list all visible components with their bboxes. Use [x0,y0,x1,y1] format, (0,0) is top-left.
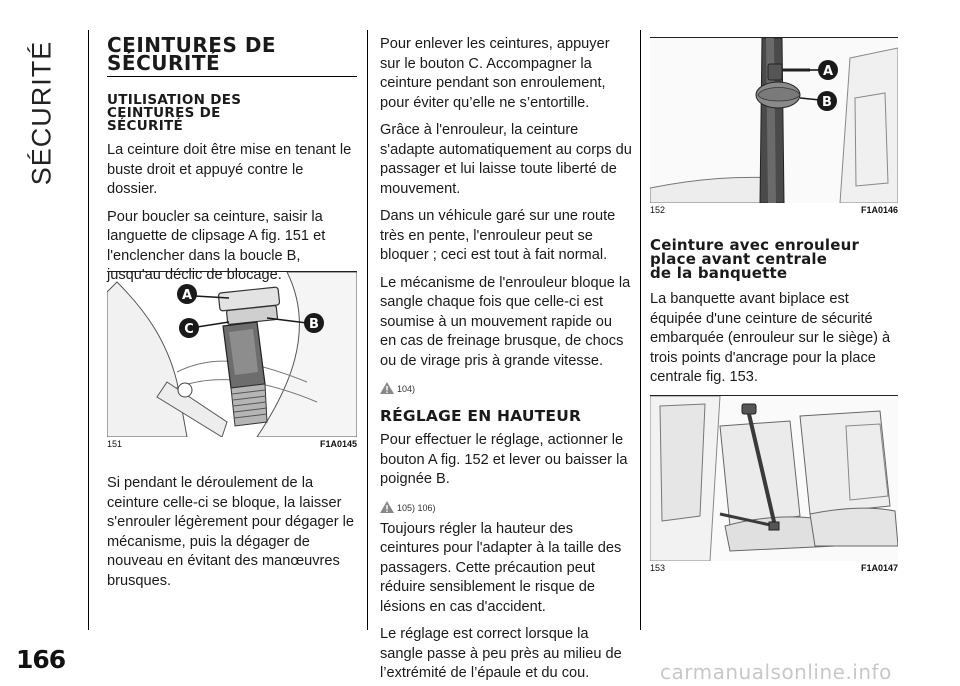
figure-number: 151 [107,439,123,449]
paragraph: La ceinture doit être mise en tenant le buste droit et appuyé contre le dossier. [107,142,352,197]
figure-code: F1A0147 [860,563,898,573]
paragraph: Grâce à l'enrouleur, la ceinture s'adapte automatiquement au corps du passager et lui laisse toute liberté de mouvement. [380,122,632,197]
figure-caption [107,437,357,451]
label-c: C [184,322,194,337]
section-heading: RÉGLAGE EN HAUTEUR [380,407,582,425]
paragraph: Le mécanisme de l'enrouleur bloque la sangle chaque fois que celle-ci est soumise à un mouvement rapide ou en cas de freinage brusque, de chocs ou de virage pris à grande vitesse. [380,274,631,369]
label-a: A [822,64,834,79]
label-a: A [181,288,193,303]
reference-note: 104) [397,384,416,394]
figure-152 [650,37,898,217]
figure-153 [650,395,898,575]
paragraph: Dans un véhicule garé sur une route très en pente, l'enrouleur peut se bloquer ; ceci est tout à fait normal. [380,208,616,263]
column-1-continued [107,474,357,591]
heading-rule [107,76,357,77]
page-number: 166 [16,645,66,674]
label-b: B [822,95,832,110]
left-margin-rule [88,30,89,630]
watermark: carmanualsonline.info [660,660,892,684]
warning-triangle-icon [380,501,394,513]
paragraph: Pour effectuer le réglage, actionner le bouton A fig. 152 et lever ou baisser la poignée B. [380,432,628,487]
figure-151 [107,271,357,451]
center-seat-belt-illustration [650,396,898,561]
paragraph: Le réglage est correct lorsque la sangle passe à peu près au milieu de l’extrémité de l’épaule et du cou. [380,626,622,681]
column-2 [380,35,632,684]
figure-code: F1A0146 [860,205,898,215]
paragraph: La banquette avant biplace est équipée d'une ceinture de sécurité embarquée (enrouleur sur le siège) à trois points d'ancrage pour la place centrale fig. 153. [650,291,891,385]
label-b: B [309,317,319,332]
subsection-heading: UTILISATION DES CEINTURES DE SÉCURITÉ [107,92,242,134]
paragraph: Toujours régler la hauteur des ceintures pour l'adapter à la taille des passagers. Cette précaution peut réduire sensiblement le risque de lésions en cas d'accident. [380,520,622,615]
seatbelt-buckle-illustration [107,272,357,437]
paragraph: Si pendant le déroulement de la ceinture celle-ci se bloque, la laisser s'enrouler légèrement pour dégager le mécanisme, puis la dégager de nouveau en évitant des manœuvres brusques. [107,475,354,589]
paragraph: Pour boucler sa ceinture, saisir la languette de clipsage A fig. 151 et l'enclencher dans la boucle B, jusqu'au déclic de blocage. [107,208,326,283]
column-divider [367,30,368,630]
warning-triangle-icon [380,382,394,394]
warning-ref-row [380,498,632,516]
section-heading: CEINTURES DE SÉCURITÉ [107,33,277,75]
reference-note: 105) 106) [397,502,436,513]
section-side-title: SÉCURITÉ [26,40,57,186]
height-adjuster-illustration [650,38,898,203]
figure-caption [650,203,898,217]
figure-code: F1A0145 [319,439,357,449]
warning-ref-row [380,379,632,397]
paragraph: Pour enlever les ceintures, appuyer sur le bouton C. Accompagner la ceinture pendant son enroulement, pour éviter qu’elle ne s’entortille. [380,36,610,111]
figure-number: 153 [650,563,666,573]
column-divider [640,30,641,630]
figure-caption [650,561,898,575]
column-1 [107,33,357,286]
column-3 [650,238,900,388]
subsection-heading: Ceinture avec enrouleur place avant centrale de la banquette [650,236,860,282]
figure-number: 152 [650,205,666,215]
